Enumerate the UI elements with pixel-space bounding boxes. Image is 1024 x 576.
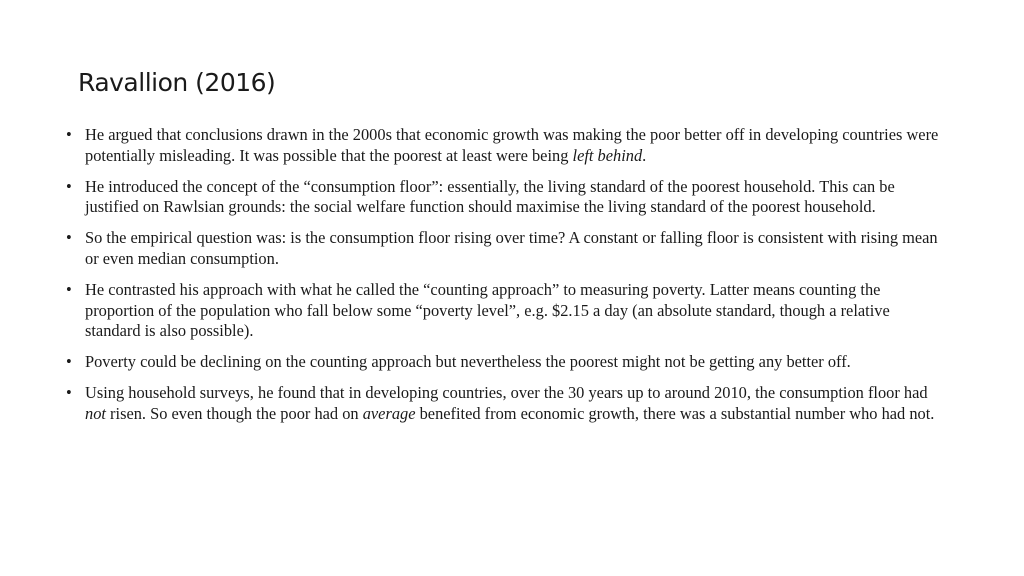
bullet-marker: • xyxy=(66,176,72,196)
bullet-marker: • xyxy=(66,382,72,402)
bullet-text: . xyxy=(642,145,647,165)
bullet-emphasis: left behind xyxy=(572,145,643,165)
bullet-item xyxy=(62,228,942,270)
bullet-text: Using household surveys, he found that in developing countries, over the 30 years up to around 2010, the consumption floor had xyxy=(85,382,928,402)
bullet-marker: • xyxy=(66,228,72,248)
bullet-marker: • xyxy=(66,352,72,372)
bullet-text: So the empirical question was: is the consumption floor rising over time? A constant or falling floor is consistent with rising mean or even median consumption. xyxy=(85,228,938,268)
bullet-text: He argued that conclusions drawn in the 2000s that economic growth was making the poor better off in developing countries were potentially misleading. It was possible that the poorest at least were being xyxy=(85,125,939,165)
slide-title: Ravallion (2016) xyxy=(78,68,276,97)
bullet-list xyxy=(62,125,942,435)
bullet-text: He introduced the concept of the “consumption floor”: essentially, the living standard of the poorest household. This can be justified on Rawlsian grounds: the social welfare function should maximise the living standard of the poorest household. xyxy=(85,176,895,217)
bullet-item xyxy=(62,383,942,425)
bullet-marker: • xyxy=(66,125,72,144)
bullet-item xyxy=(62,177,942,219)
bullet-emphasis: average xyxy=(362,403,416,423)
bullet-item xyxy=(62,352,942,373)
bullet-text: risen. So even though the poor had on xyxy=(105,403,363,423)
bullet-emphasis: not xyxy=(85,403,106,423)
bullet-text: He contrasted his approach with what he called the “counting approach” to measuring poverty. Latter means counting the proportion of the population who fall below some “poverty level”, e.g. $2.15 a day (an absolute standard, though a relative standard is also possible). xyxy=(85,279,890,341)
bullet-text: Poverty could be declining on the counting approach but nevertheless the poorest might not be getting any better off. xyxy=(85,352,851,372)
bullet-text: benefited from economic growth, there was a substantial number who had not. xyxy=(415,403,935,423)
bullet-item xyxy=(62,125,942,167)
bullet-item xyxy=(62,280,942,342)
bullet-marker: • xyxy=(66,279,72,299)
